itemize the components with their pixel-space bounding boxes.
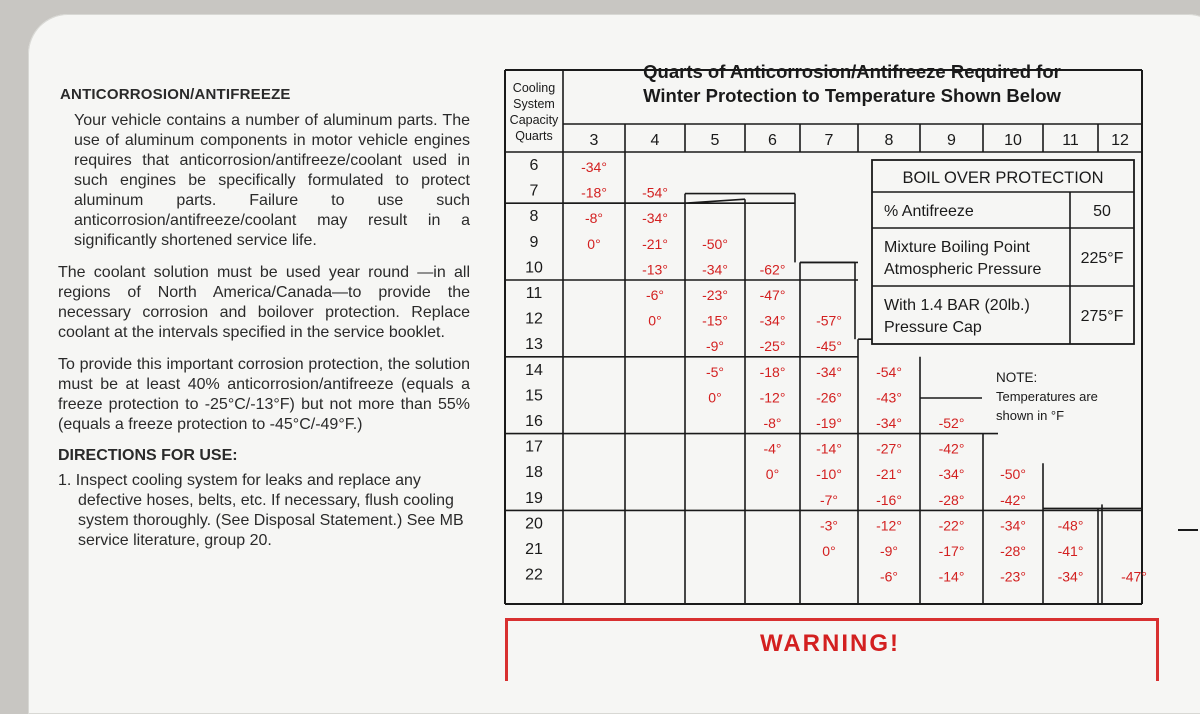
section-heading: ANTICORROSION/ANTIFREEZE [60,86,291,103]
boil-row-value: 50 [1093,203,1111,220]
boil-row-label: % Antifreeze [884,203,974,220]
temperature-cell: -28° [938,491,965,508]
temperature-cell: 0° [587,235,601,252]
column-label: 9 [947,132,956,149]
capacity-label: 9 [529,233,539,251]
boil-row-label: Mixture Boiling Point [884,239,1030,256]
temperature-cell: -3° [819,517,839,534]
directions-title: DIRECTIONS FOR USE: [58,447,238,464]
column-label: 4 [650,132,660,149]
capacity-label: 10 [525,259,543,277]
temperature-note [996,370,1098,423]
temperature-cell: -54° [876,363,902,380]
boil-row-label: Pressure Cap [884,319,982,336]
column-label: 11 [1062,132,1079,149]
chart-title-line: Quarts of Anticorrosion/Antifreeze Required for [643,61,1061,82]
capacity-label: 20 [525,515,543,533]
capacity-label: 18 [525,464,543,482]
paragraph-aluminum: Your vehicle contains a number of aluminum parts. The use of aluminum components in motor vehicle engines requires that anticorrosion/antifreeze/coolant used in such engines be specifically formulated to protect aluminum parts. Failure to use such anticorrosion/antifreeze/coolant may result in a significantly shortened service life. [74,112,470,249]
temperature-cell: -62° [759,261,786,278]
capacity-label: 22 [525,566,543,584]
temperature-cell: -18° [759,363,786,380]
temperature-cell: -27° [876,440,902,457]
note-line: NOTE: [996,370,1038,385]
row-header-line: Quarts [515,129,553,143]
temperature-cell: 0° [822,543,836,559]
temperature-cell: -41° [1057,543,1084,559]
temperature-cell: -23° [702,287,728,303]
column-label: 8 [884,132,894,149]
column-label: 5 [710,132,720,149]
temperature-cell: -9° [879,543,899,559]
temperature-cell: -54° [642,184,668,201]
temperature-cell: -12° [876,517,902,534]
temperature-cell: -47° [1121,568,1147,585]
paragraph-year-round: The coolant solution must be used year round —in all regions of North America/Canada—to provide the necessary corrosion and boilover protection. Replace coolant at the intervals specified in the service booklet. [58,264,470,341]
temperature-cell: -45° [816,338,842,355]
capacity-label: 14 [525,361,543,379]
capacity-label: 15 [525,387,543,405]
paragraph-protection: To provide this important corrosion protection, the solution must be at least 40% anticorrosion/antifreeze (equals a freeze protection to -25°C/-13°F) but not more than 55% (equals a freeze protection to -45°C/-49°F.) [58,356,470,433]
temperature-cell: -23° [1000,568,1026,585]
temperature-cell: -6° [879,568,899,585]
temperature-cell: -34° [581,159,607,175]
temperature-cell: -15° [702,312,728,329]
temperature-cell: -34° [816,363,842,380]
capacity-label: 6 [529,157,539,174]
row-header-line: System [513,97,555,111]
temperature-cell: -14° [938,568,965,585]
temperature-cell: -16° [876,491,902,508]
boil-title: BOIL OVER PROTECTION [902,169,1104,187]
temperature-cell: -34° [642,210,668,227]
temperature-cell: -34° [1057,568,1084,585]
temperature-cell: -5° [705,363,725,380]
capacity-label: 17 [525,438,543,456]
temperature-cell: -8° [763,415,782,431]
temperature-cell: -34° [1000,517,1026,534]
temperature-cell: -7° [819,491,839,508]
temperature-cell: 0° [765,466,780,483]
column-label: 12 [1111,132,1129,149]
column-label: 7 [824,132,834,149]
capacity-label: 13 [525,336,543,354]
boil-row-label: With 1.4 BAR (20lb.) [884,297,1030,314]
temperature-cell: -50° [702,235,728,252]
temperature-cell: -42° [938,440,965,457]
capacity-label: 12 [525,310,543,328]
temperature-cell: -10° [816,466,842,483]
temperature-cell: -6° [645,287,665,303]
row-header-line: Capacity [509,113,559,127]
temperature-cell: 0° [708,389,722,406]
temperature-cell: -48° [1057,517,1084,534]
row-header-line: Cooling [512,81,556,95]
temperature-cell: -21° [876,466,902,483]
direction-item-1: 1. Inspect cooling system for leaks and replace any defective hoses, belts, etc. If necessary, flush cooling system thoroughly. (See Disposal Statement.) See MB service literature, group 20. [58,472,464,549]
chart-title-line: Winter Protection to Temperature Shown Below [643,85,1061,106]
capacity-label: 8 [529,208,539,226]
temperature-cell: -42° [1000,491,1026,508]
temperature-cell: -22° [938,517,965,534]
boil-row-value: 275°F [1080,308,1124,325]
note-line: Temperatures are [996,389,1098,404]
temperature-cell: -17° [938,543,965,559]
temperature-cell: -13° [642,261,668,278]
temperature-cell: -12° [759,389,786,406]
boil-row-label: Atmospheric Pressure [884,261,1042,278]
temperature-cell: -8° [584,210,604,227]
temperature-cell: -25° [759,338,786,355]
capacity-label: 19 [525,489,543,507]
column-label: 10 [1004,132,1022,149]
temperature-cell: -14° [816,440,842,457]
boil-over-table [872,160,1134,344]
temperature-cell: -18° [581,184,607,201]
temperature-cell: 0° [648,312,662,329]
temperature-cell: -19° [816,415,842,431]
temperature-cell: -26° [816,389,842,406]
temperature-cell: -34° [876,415,902,431]
temperature-cell: -47° [759,287,786,303]
temperature-cell: -43° [876,389,902,406]
temperature-cell: -34° [759,312,786,329]
temperature-cell: -50° [1000,466,1026,483]
column-label: 3 [589,132,599,149]
capacity-label: 11 [525,285,543,302]
boil-row-value: 225°F [1080,250,1124,267]
temperature-cell: -21° [642,235,668,252]
capacity-label: 21 [525,541,543,558]
capacity-label: 16 [525,413,543,430]
warning-title: WARNING! [760,630,900,657]
temperature-cell: -52° [938,415,965,431]
temperature-cell: -9° [705,338,725,355]
temperature-cell: -34° [702,261,728,278]
temperature-cell: -28° [1000,543,1026,559]
note-line: shown in °F [996,408,1065,423]
column-label: 6 [768,132,777,149]
temperature-cell: -4° [763,440,782,457]
temperature-cell: -57° [816,312,842,329]
temperature-cell: -34° [938,466,965,483]
capacity-label: 7 [529,182,539,200]
